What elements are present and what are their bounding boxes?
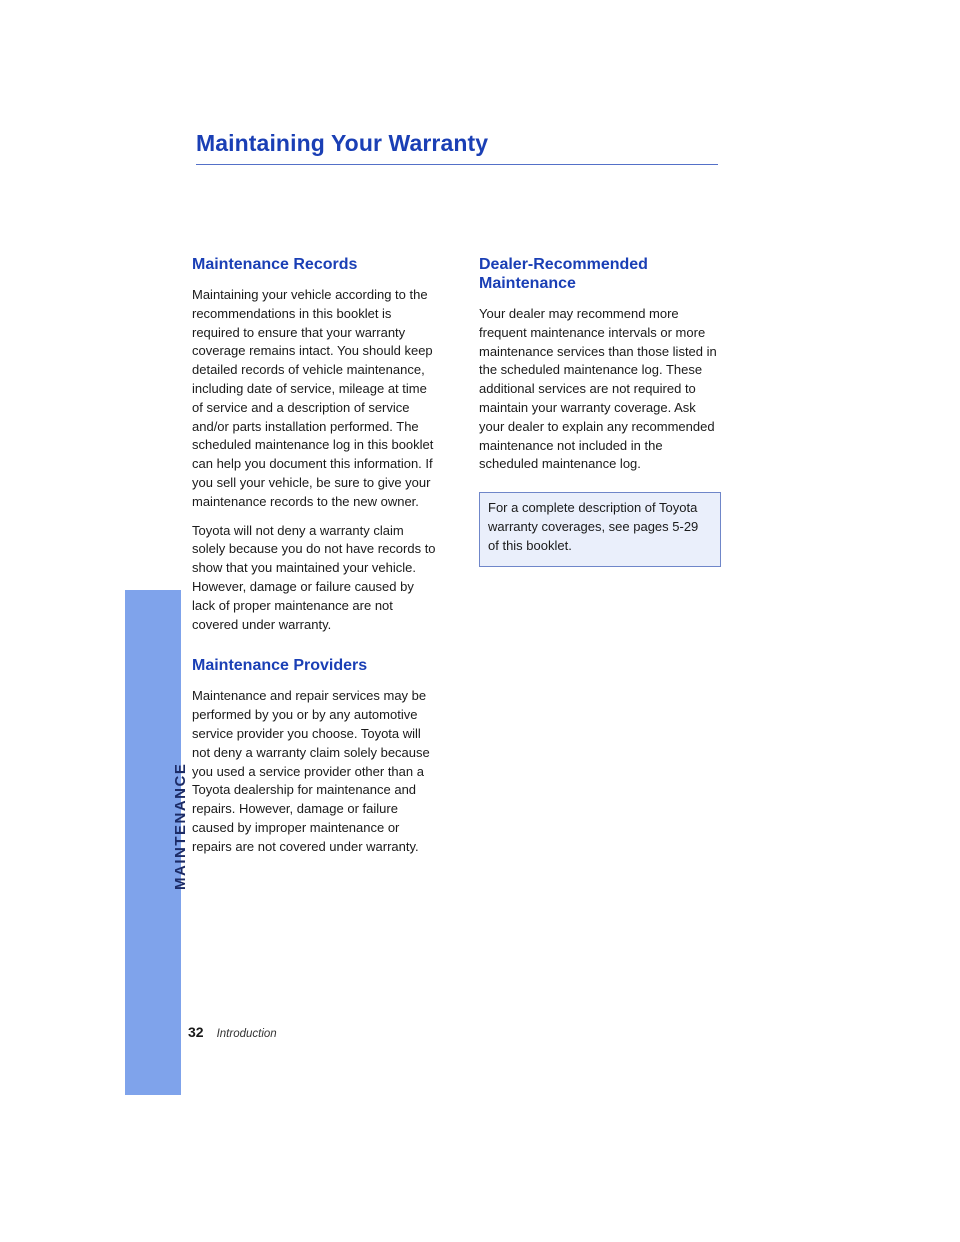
title-divider bbox=[196, 164, 718, 165]
left-column bbox=[192, 255, 437, 867]
paragraph: Your dealer may recommend more frequent maintenance intervals or more maintenance services than those listed in the scheduled maintenance log. These additional services are not required to maintain your warranty coverage. Ask your dealer to explain any recommended maintenance not included in the scheduled maintenance log. bbox=[479, 306, 717, 472]
section-heading: Maintenance Providers bbox=[192, 657, 368, 675]
section-heading: Maintenance Records bbox=[192, 256, 358, 273]
paragraph: Maintaining your vehicle according to the recommendations in this booklet is required to ensure that your warranty coverage remains intact. You should keep detailed records of vehicle maintenance, including date of service, mileage at time of service and a description of service and/or parts installation performed. The scheduled maintenance log in this booklet can help you document this information. If you sell your vehicle, be sure to give your maintenance records to the new owner. bbox=[192, 287, 434, 509]
note-text: For a complete description of Toyota warranty coverages, see pages 5-29 of this booklet. bbox=[488, 500, 699, 553]
section-heading: Dealer-Recommended Maintenance bbox=[479, 256, 648, 292]
sidebar-label: MAINTENANCE bbox=[172, 762, 189, 890]
paragraph: Toyota will not deny a warranty claim solely because you do not have records to show that you maintained your vehicle. However, damage or failure caused by lack of proper maintenance are not covered under warranty. bbox=[192, 522, 436, 632]
page-title: Maintaining Your Warranty bbox=[196, 130, 489, 156]
footer-section-name: Introduction bbox=[216, 1028, 277, 1040]
page-footer bbox=[188, 1024, 277, 1040]
page-number: 32 bbox=[188, 1024, 204, 1040]
section-maintenance-providers bbox=[192, 656, 437, 856]
right-column bbox=[479, 255, 721, 567]
section-dealer-recommended bbox=[479, 255, 721, 474]
section-maintenance-records bbox=[192, 255, 437, 634]
note-box bbox=[479, 492, 721, 566]
paragraph: Maintenance and repair services may be performed by you or by any automotive service provider you choose. Toyota will not deny a warranty claim solely because you used a service provider other than a Toyota dealership for maintenance and repairs. However, damage or failure caused by improper maintenance or repairs are not covered under warranty. bbox=[192, 688, 430, 854]
